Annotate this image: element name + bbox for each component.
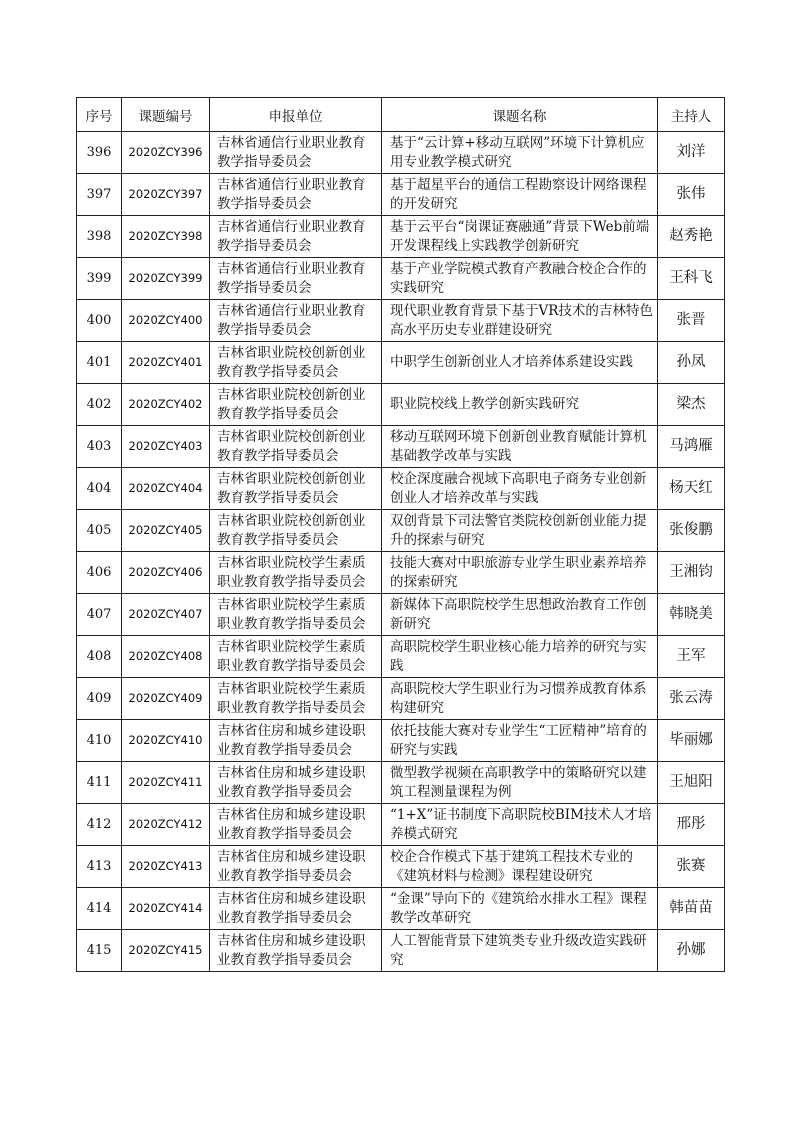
table-row (77, 552, 725, 594)
row-unit: 吉林省住房和城乡建设职业教育教学指导委员会 (210, 930, 382, 972)
row-code: 2020ZCY410 (122, 720, 210, 762)
row-unit: 吉林省通信行业职业教育教学指导委员会 (210, 132, 382, 174)
row-unit: 吉林省住房和城乡建设职业教育教学指导委员会 (210, 720, 382, 762)
row-code: 2020ZCY407 (122, 594, 210, 636)
row-code: 2020ZCY398 (122, 216, 210, 258)
row-unit: 吉林省通信行业职业教育教学指导委员会 (210, 174, 382, 216)
table-row (77, 594, 725, 636)
table-row (77, 762, 725, 804)
row-title: 新媒体下高职院校学生思想政治教育工作创新研究 (382, 594, 658, 636)
col-header-no: 序号 (77, 98, 122, 132)
table-row (77, 720, 725, 762)
row-number: 414 (77, 888, 122, 930)
row-title: 校企深度融合视域下高职电子商务专业创新创业人才培养改革与实践 (382, 468, 658, 510)
row-title: 基于“云计算+移动互联网”环境下计算机应用专业教学模式研究 (382, 132, 658, 174)
row-number: 411 (77, 762, 122, 804)
table-row (77, 678, 725, 720)
row-number: 413 (77, 846, 122, 888)
row-unit: 吉林省职业院校创新创业教育教学指导委员会 (210, 426, 382, 468)
row-unit: 吉林省职业院校学生素质职业教育教学指导委员会 (210, 678, 382, 720)
row-title: 中职学生创新创业人才培养体系建设实践 (382, 342, 658, 384)
row-number: 400 (77, 300, 122, 342)
row-number: 407 (77, 594, 122, 636)
row-host: 杨天红 (658, 468, 725, 510)
row-number: 404 (77, 468, 122, 510)
row-unit: 吉林省通信行业职业教育教学指导委员会 (210, 300, 382, 342)
col-header-unit: 申报单位 (210, 98, 382, 132)
row-host: 孙娜 (658, 930, 725, 972)
row-number: 397 (77, 174, 122, 216)
row-number: 412 (77, 804, 122, 846)
table-row (77, 804, 725, 846)
row-number: 401 (77, 342, 122, 384)
table-row (77, 426, 725, 468)
row-title: 移动互联网环境下创新创业教育赋能计算机基础教学改革与实践 (382, 426, 658, 468)
header-row (77, 98, 725, 132)
row-host: 王军 (658, 636, 725, 678)
row-title: 基于产业学院模式教育产教融合校企合作的实践研究 (382, 258, 658, 300)
table-row (77, 636, 725, 678)
table-row (77, 174, 725, 216)
row-unit: 吉林省职业院校创新创业教育教学指导委员会 (210, 342, 382, 384)
row-number: 409 (77, 678, 122, 720)
row-host: 梁杰 (658, 384, 725, 426)
row-code: 2020ZCY404 (122, 468, 210, 510)
row-unit: 吉林省住房和城乡建设职业教育教学指导委员会 (210, 888, 382, 930)
table-row (77, 384, 725, 426)
row-code: 2020ZCY412 (122, 804, 210, 846)
row-code: 2020ZCY408 (122, 636, 210, 678)
row-number: 410 (77, 720, 122, 762)
row-code: 2020ZCY397 (122, 174, 210, 216)
row-host: 王湘钧 (658, 552, 725, 594)
col-header-host: 主持人 (658, 98, 725, 132)
row-unit: 吉林省职业院校创新创业教育教学指导委员会 (210, 510, 382, 552)
row-code: 2020ZCY402 (122, 384, 210, 426)
row-unit: 吉林省职业院校创新创业教育教学指导委员会 (210, 384, 382, 426)
row-number: 405 (77, 510, 122, 552)
row-code: 2020ZCY411 (122, 762, 210, 804)
table-row (77, 216, 725, 258)
row-unit: 吉林省住房和城乡建设职业教育教学指导委员会 (210, 846, 382, 888)
table-row (77, 888, 725, 930)
row-host: 邢彤 (658, 804, 725, 846)
table-row (77, 846, 725, 888)
row-number: 406 (77, 552, 122, 594)
row-number: 398 (77, 216, 122, 258)
row-title: 技能大赛对中职旅游专业学生职业素养培养的探索研究 (382, 552, 658, 594)
row-title: “金课”导向下的《建筑给水排水工程》课程教学改革研究 (382, 888, 658, 930)
table-row (77, 132, 725, 174)
row-host: 韩晓美 (658, 594, 725, 636)
row-unit: 吉林省职业院校学生素质职业教育教学指导委员会 (210, 552, 382, 594)
row-code: 2020ZCY403 (122, 426, 210, 468)
row-host: 马鸿雁 (658, 426, 725, 468)
row-unit: 吉林省通信行业职业教育教学指导委员会 (210, 258, 382, 300)
row-number: 402 (77, 384, 122, 426)
row-host: 张伟 (658, 174, 725, 216)
col-header-code: 课题编号 (122, 98, 210, 132)
row-host: 孙凤 (658, 342, 725, 384)
row-code: 2020ZCY400 (122, 300, 210, 342)
row-code: 2020ZCY399 (122, 258, 210, 300)
row-unit: 吉林省住房和城乡建设职业教育教学指导委员会 (210, 762, 382, 804)
row-title: 双创背景下司法警官类院校创新创业能力提升的探索与研究 (382, 510, 658, 552)
project-table (76, 97, 725, 972)
row-code: 2020ZCY406 (122, 552, 210, 594)
row-title: “1+X”证书制度下高职院校BIM技术人才培养模式研究 (382, 804, 658, 846)
row-unit: 吉林省职业院校学生素质职业教育教学指导委员会 (210, 594, 382, 636)
row-title: 微型教学视频在高职教学中的策略研究以建筑工程测量课程为例 (382, 762, 658, 804)
table-row (77, 342, 725, 384)
row-host: 张俊鹏 (658, 510, 725, 552)
row-host: 刘洋 (658, 132, 725, 174)
row-code: 2020ZCY415 (122, 930, 210, 972)
row-unit: 吉林省职业院校创新创业教育教学指导委员会 (210, 468, 382, 510)
row-host: 张赛 (658, 846, 725, 888)
row-number: 415 (77, 930, 122, 972)
row-title: 高职院校学生职业核心能力培养的研究与实践 (382, 636, 658, 678)
row-code: 2020ZCY413 (122, 846, 210, 888)
row-code: 2020ZCY414 (122, 888, 210, 930)
row-code: 2020ZCY409 (122, 678, 210, 720)
row-host: 张云涛 (658, 678, 725, 720)
row-title: 现代职业教育背景下基于VR技术的吉林特色高水平历史专业群建设研究 (382, 300, 658, 342)
row-host: 赵秀艳 (658, 216, 725, 258)
row-host: 毕丽娜 (658, 720, 725, 762)
row-number: 399 (77, 258, 122, 300)
row-host: 王科飞 (658, 258, 725, 300)
table-row (77, 300, 725, 342)
col-header-title: 课题名称 (382, 98, 658, 132)
row-host: 张晋 (658, 300, 725, 342)
row-host: 韩苗苗 (658, 888, 725, 930)
row-code: 2020ZCY396 (122, 132, 210, 174)
row-title: 高职院校大学生职业行为习惯养成教育体系构建研究 (382, 678, 658, 720)
row-title: 校企合作模式下基于建筑工程技术专业的《建筑材料与检测》课程建设研究 (382, 846, 658, 888)
row-unit: 吉林省住房和城乡建设职业教育教学指导委员会 (210, 804, 382, 846)
table-row (77, 510, 725, 552)
row-code: 2020ZCY401 (122, 342, 210, 384)
row-number: 403 (77, 426, 122, 468)
row-unit: 吉林省职业院校学生素质职业教育教学指导委员会 (210, 636, 382, 678)
table-row (77, 930, 725, 972)
row-code: 2020ZCY405 (122, 510, 210, 552)
row-host: 王旭阳 (658, 762, 725, 804)
table-row (77, 468, 725, 510)
row-title: 职业院校线上教学创新实践研究 (382, 384, 658, 426)
table-row (77, 258, 725, 300)
row-title: 基于超星平台的通信工程勘察设计网络课程的开发研究 (382, 174, 658, 216)
row-number: 408 (77, 636, 122, 678)
row-title: 依托技能大赛对专业学生“工匠精神”培育的研究与实践 (382, 720, 658, 762)
row-title: 基于云平台“岗课证赛融通”背景下Web前端开发课程线上实践教学创新研究 (382, 216, 658, 258)
row-title: 人工智能背景下建筑类专业升级改造实践研究 (382, 930, 658, 972)
row-unit: 吉林省通信行业职业教育教学指导委员会 (210, 216, 382, 258)
row-number: 396 (77, 132, 122, 174)
